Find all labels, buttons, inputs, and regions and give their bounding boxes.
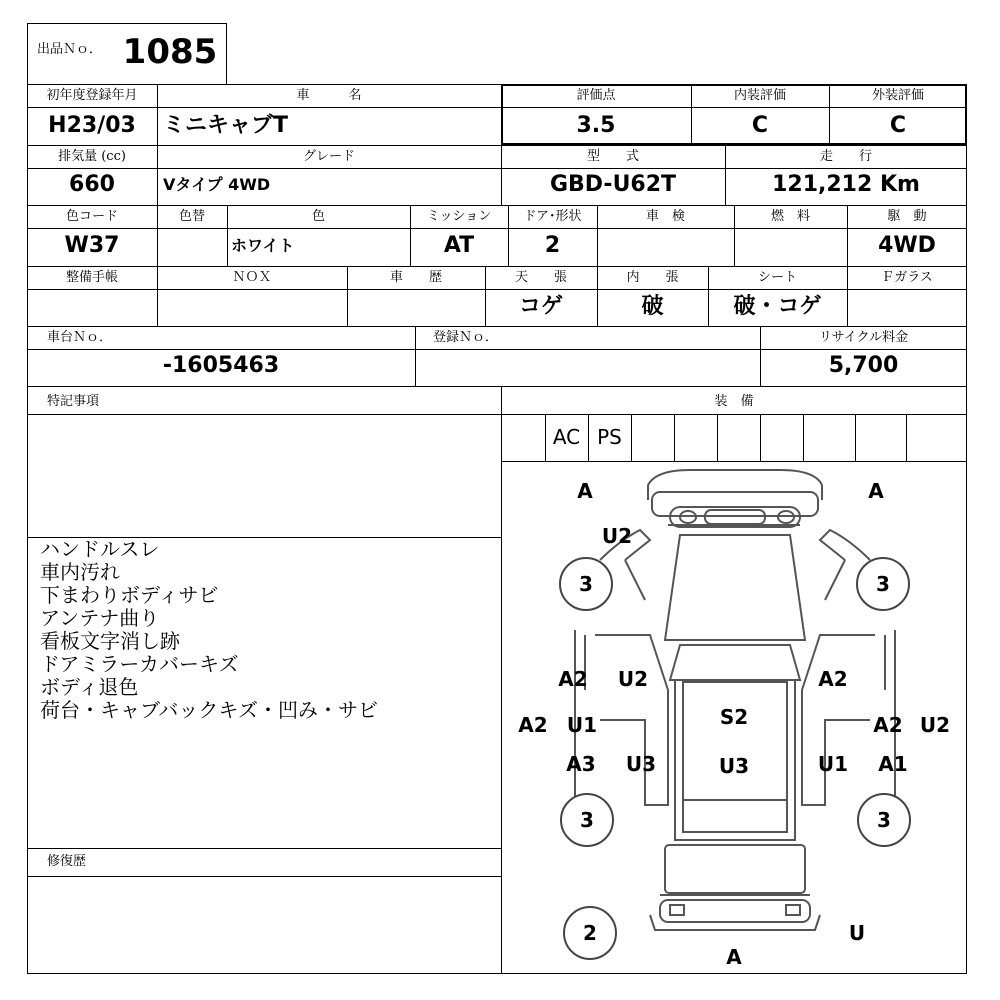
score-value: 3.5 [576, 113, 616, 138]
recycle-fee-label: リサイクル料金 [818, 330, 909, 345]
color-value: ホワイト [231, 236, 295, 255]
note-item: 車内汚れ [40, 560, 120, 584]
door-shape-label: ドア･形状 [523, 209, 582, 224]
color-change-label: 色替 [178, 209, 205, 224]
interior-score-value: C [751, 113, 769, 138]
score-label: 評価点 [576, 88, 616, 103]
mark-left-u2: U2 [617, 667, 649, 691]
special-notes-list [40, 538, 378, 722]
seat-value: 破・コゲ [733, 294, 822, 319]
maintenance-label: 整備手帳 [65, 270, 118, 285]
registration-no-label: 登録Ｎｏ． [433, 330, 499, 345]
lot-number: 1085 [122, 32, 218, 72]
drive-label: 駆 動 [887, 209, 927, 224]
grade-label: グレード [302, 149, 355, 164]
mark-right-a2: A2 [818, 667, 848, 691]
chassis-no-label: 車台Ｎｏ． [47, 330, 113, 345]
note-item: 荷台・キャブバックキズ・凹み・サビ [40, 698, 378, 722]
equipment-label: 装 備 [714, 394, 754, 409]
equipment-cell: PS [597, 425, 622, 449]
inspection-label: 車 検 [645, 209, 685, 224]
exterior-score-label: 外装評価 [871, 88, 924, 103]
note-item: ボディ退色 [40, 675, 139, 699]
door-shape-value: 2 [544, 233, 561, 258]
mark-rear-u: U [848, 921, 866, 945]
model-label: 型 式 [586, 149, 639, 164]
note-item: ドアミラーカバーキズ [40, 652, 239, 676]
mark-right-u1: U1 [817, 752, 849, 776]
lot-label: 出品Ｎｏ． [37, 42, 103, 57]
repair-history-label: 修復歴 [47, 854, 87, 869]
mileage-value: 121,212 Km [772, 172, 920, 197]
displacement-value: 660 [69, 172, 115, 197]
grade-value: Vタイプ 4WD [163, 175, 271, 194]
interior-trim-label: 内 張 [626, 270, 679, 285]
transmission-label: ミッション [426, 209, 492, 224]
chassis-no-value: -1605463 [162, 353, 280, 378]
special-notes-label: 特記事項 [47, 394, 100, 409]
mark-right-side-a2: A2 [873, 713, 903, 737]
note-item: 看板文字消し跡 [40, 629, 180, 653]
mileage-label: 走 行 [819, 149, 872, 164]
nox-label: ＮＯＸ [232, 270, 272, 285]
mark-right-u2: U2 [919, 713, 951, 737]
drive-value: 4WD [878, 233, 936, 258]
interior-trim-value: 破 [641, 294, 664, 319]
note-item: 下まわりボディサビ [40, 583, 219, 607]
displacement-label: 排気量 (cc) [58, 149, 126, 164]
interior-score-label: 内装評価 [733, 88, 786, 103]
ceiling-label: 天 張 [514, 270, 567, 285]
color-label: 色 [311, 209, 325, 224]
seat-label: シート [757, 270, 797, 285]
tire-front-right-score: 3 [876, 572, 890, 596]
mark-right-a1: A1 [878, 752, 908, 776]
car-name-value: ミニキャブT [163, 113, 289, 138]
reg-year-value: H23/03 [48, 113, 136, 138]
mark-center-u3: U3 [718, 754, 750, 778]
mark-center-s2: S2 [719, 705, 749, 729]
f-glass-label: Ｆガラス [881, 270, 933, 285]
recycle-fee-value: 5,700 [828, 353, 899, 378]
history-label: 車 歴 [389, 270, 442, 285]
mark-roof-u2: U2 [601, 524, 633, 548]
note-item: アンテナ曲り [40, 606, 160, 630]
mark-left-a2: A2 [558, 667, 588, 691]
mark-left-u3: U3 [625, 752, 657, 776]
spare-tire-score: 2 [583, 921, 597, 945]
equipment-cell: AC [552, 425, 581, 449]
mark-top-left-a: A [577, 479, 593, 503]
ceiling-value: コゲ [518, 294, 563, 319]
tire-front-left-score: 3 [579, 572, 593, 596]
model-value: GBD-U62T [549, 172, 677, 197]
mark-rear-a: A [726, 945, 742, 969]
transmission-value: AT [443, 233, 475, 258]
car-name-label: 車 名 [296, 88, 362, 103]
mark-left-side-a2: A2 [518, 713, 548, 737]
tire-rear-right-score: 3 [877, 808, 891, 832]
color-code-label: 色コード [65, 209, 118, 224]
tire-rear-left-score: 3 [580, 808, 594, 832]
exterior-score-value: C [889, 113, 907, 138]
mark-top-right-a: A [868, 479, 884, 503]
color-code-value: W37 [64, 233, 120, 258]
fuel-label: 燃 料 [770, 209, 810, 224]
mark-left-a3: A3 [566, 752, 596, 776]
reg-year-label: 初年度登録年月 [46, 88, 138, 103]
note-item: ハンドルスレ [40, 537, 160, 561]
mark-left-u1: U1 [566, 713, 598, 737]
